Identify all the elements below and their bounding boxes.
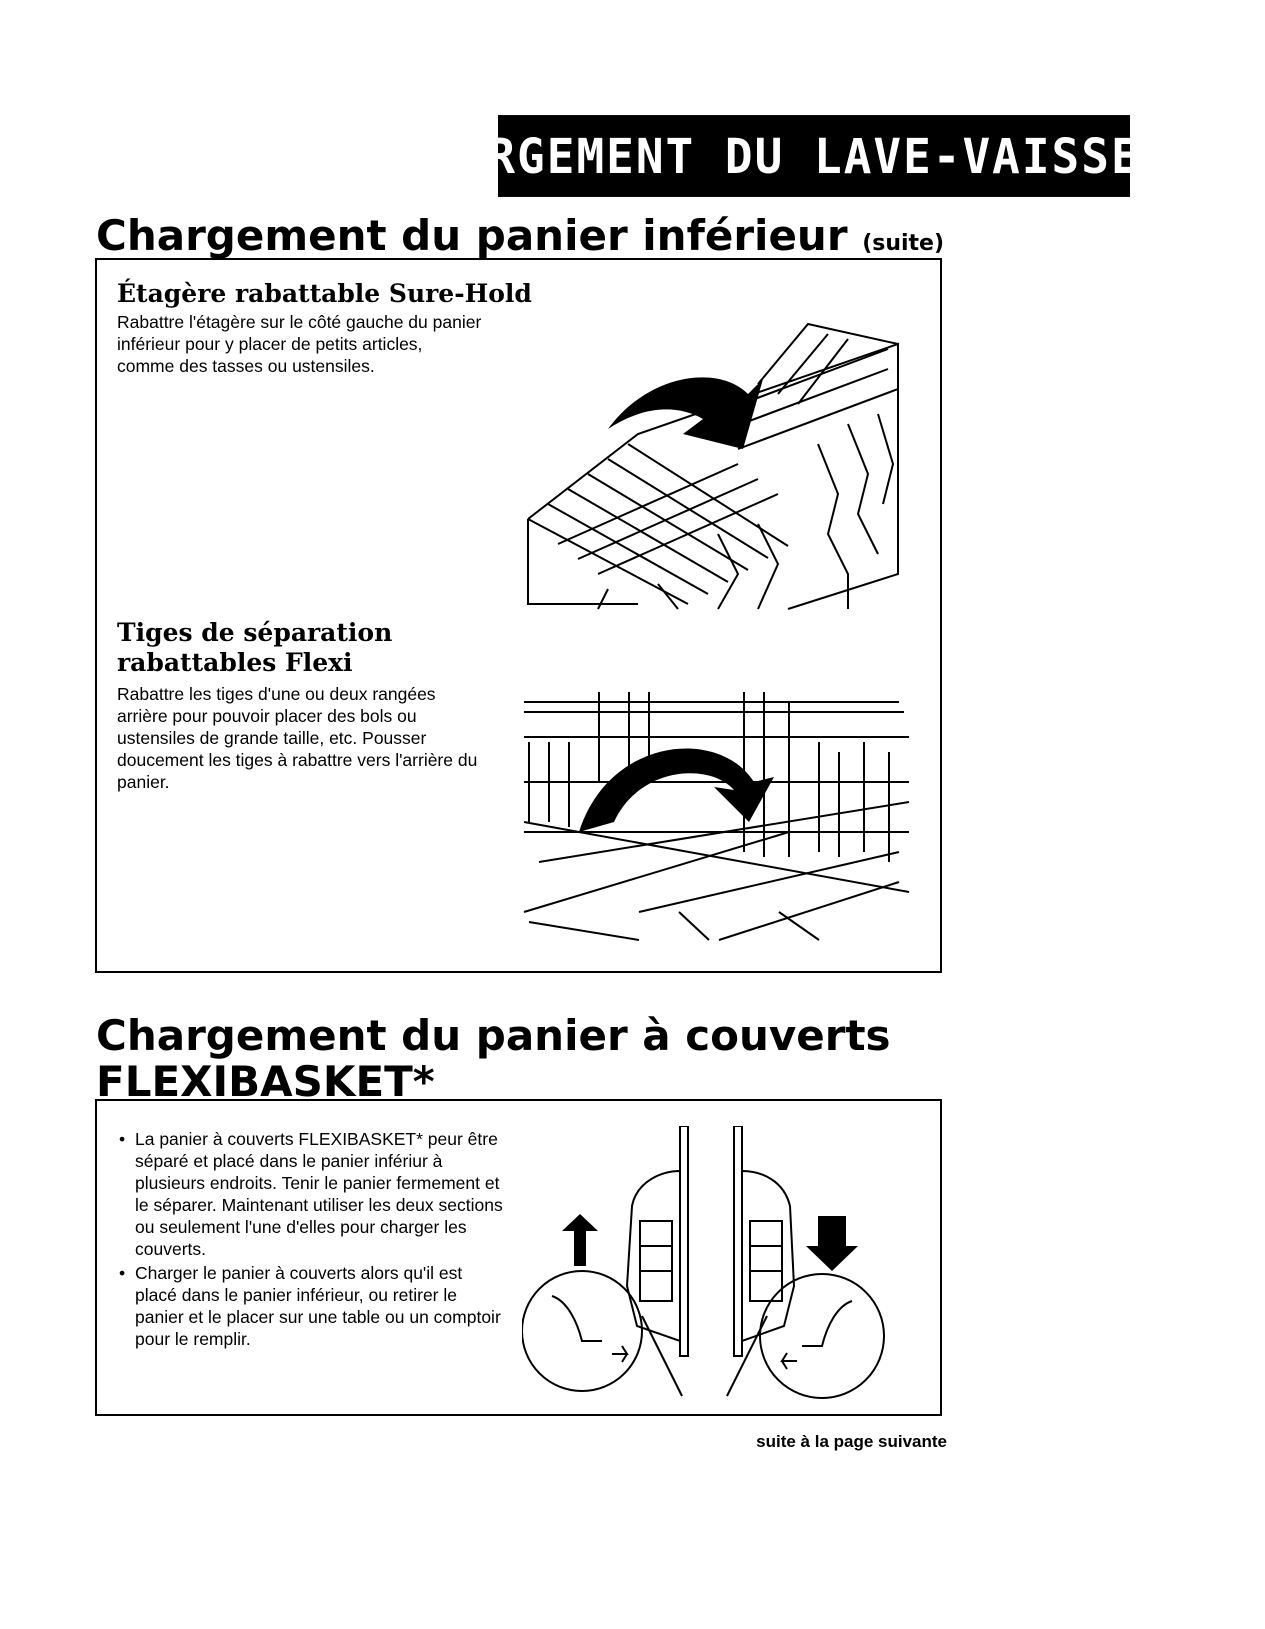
basket-left-half xyxy=(627,1126,688,1356)
subheading-sure-hold: Étagère rabattable Sure-Hold xyxy=(117,279,532,308)
detail-arrow-left-icon xyxy=(782,1353,797,1369)
tines-wireframe xyxy=(524,692,909,940)
silverware-instructions-list xyxy=(117,1128,507,1352)
fold-down-shelf-illustration xyxy=(508,304,908,610)
flexi-text: Rabattre les tiges d'une ou deux rangées arrière pour pouvoir placer des bols ou ustensiles de grande taille, etc. Pousser doucement les tiges à rabattre vers l'arrière du panier. xyxy=(117,684,478,792)
instruction-bullet-1: • La panier à couverts FLEXIBASKET* peur être séparé et placé dans le panier infériur à plusieurs endroits. Tenir le panier fermement et le séparer. Maintenant utiliser les deux sections ou seulement l'une d'elles pour charger les couverts. xyxy=(117,1128,507,1260)
instruction-bullet-2: • Charger le panier à couverts alors qu'il est placé dans le panier inférieur, ou retirer le panier et le placer sur une table ou un comptoir pour le remplir. xyxy=(117,1262,507,1350)
section-title-flexibasket: FLEXIBASKET* xyxy=(96,1057,435,1106)
section-title-silverware: Chargement du panier à couverts xyxy=(96,1011,891,1060)
section-title-text: Chargement du panier inférieur xyxy=(96,211,848,260)
detail-circle-right xyxy=(760,1274,884,1398)
page-banner xyxy=(398,115,1230,197)
silverware-basket-illustration xyxy=(522,1126,892,1408)
rack-wireframe xyxy=(528,324,898,609)
section-title-suffix: (suite) xyxy=(862,231,945,256)
sure-hold-text: Rabattre l'étagère sur le côté gauche du panier inférieur pour y placer de petits articles, comme des tasses ou ustensiles. xyxy=(117,312,482,376)
detail-arrow-right-icon xyxy=(612,1346,627,1362)
continued-note: suite à la page suivante xyxy=(756,1432,947,1451)
subheading-flexi-line1: Tiges de séparation xyxy=(117,618,393,647)
fold-down-tines-illustration xyxy=(519,682,911,944)
banner-title: CHARGEMENT DU LAVE-VAISSELLE xyxy=(398,127,1230,185)
push-down-arrow-icon xyxy=(806,1216,858,1271)
subheading-flexi-line2: rabattables Flexi xyxy=(117,648,353,677)
detail-circle-left xyxy=(522,1271,642,1391)
lift-up-arrow-icon xyxy=(562,1214,598,1266)
